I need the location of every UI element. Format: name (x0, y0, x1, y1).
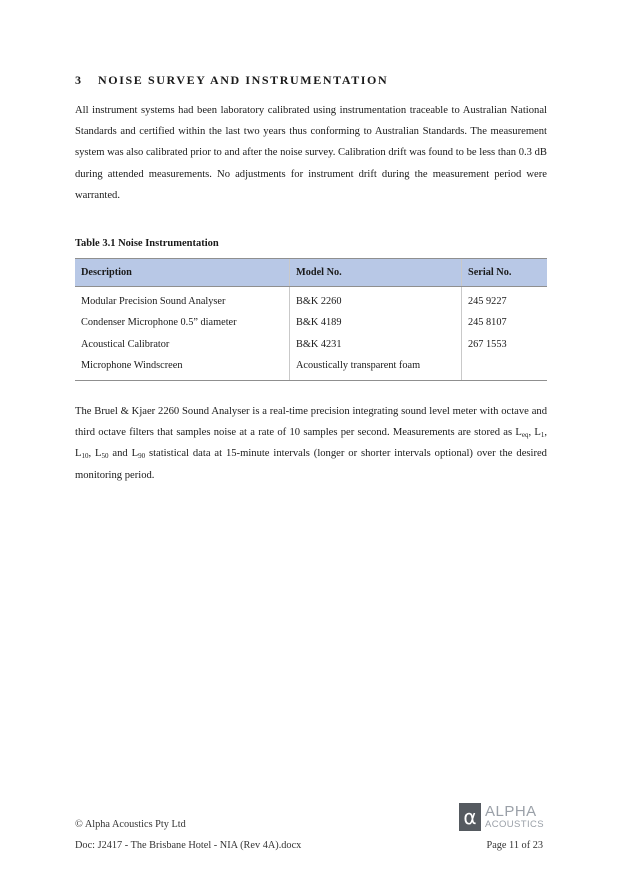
footer-page-number: Page 11 of 23 (486, 840, 543, 851)
subscript-50: 50 (101, 452, 109, 461)
subscript-1: 1 (540, 431, 545, 440)
separator: and L (108, 448, 139, 460)
cell-model: B&K 2260 (290, 287, 462, 313)
cell-serial: 245 9227 (462, 287, 548, 313)
table-caption: Table 3.1 Noise Instrumentation (75, 238, 219, 249)
table-row (75, 312, 547, 333)
subscript-eq: eq (521, 431, 529, 440)
cell-serial (462, 355, 548, 381)
table-row (75, 287, 547, 313)
table-header-row (75, 259, 547, 287)
subscript-10: 10 (81, 452, 89, 461)
cell-model: B&K 4189 (290, 312, 462, 333)
section-heading (75, 73, 388, 88)
logo-wordmark (485, 804, 544, 830)
logo-line-2: ACOUSTICS (485, 819, 545, 831)
cell-description: Acoustical Calibrator (81, 338, 170, 350)
analyser-text-intro: The Bruel & Kjaer 2260 Sound Analyser is a real-time precision integrating sound level meter with octave and third octave filters that samples noise at a rate of 10 samples per second. Measurements are stored as L (75, 406, 547, 439)
cell-description: Modular Precision Sound Analyser (81, 296, 226, 308)
company-logo (459, 803, 544, 831)
cell-description: Microphone Windscreen (75, 355, 290, 381)
analyser-text-outro: statistical data at 15-minute intervals (longer or shorter intervals optional) over the desired monitoring period. (75, 448, 547, 481)
instrumentation-table (75, 258, 547, 381)
cell-model: Acoustically transparent foam (290, 355, 462, 381)
logo-line-1: ALPHA (485, 803, 537, 821)
section-number: 3 (75, 73, 83, 87)
alpha-symbol-icon: α (459, 803, 481, 831)
separator: , L (528, 427, 541, 439)
header-model: Model No. (290, 259, 462, 287)
table-row (75, 334, 547, 355)
cell-serial: 245 8107 (462, 312, 548, 333)
analyser-paragraph (75, 401, 547, 486)
separator: , L (75, 427, 547, 460)
calibration-paragraph: All instrument systems had been laboratory calibrated using instrumentation traceable to Australian National Standards and certified within the last two years thus conforming to Australian Standards. The measurement system was also calibrated prior to and after the noise survey. Calibration drift was found to be less than 0.3 dB during attended measurements. No adjustments for instrument drift during the measurement period were warranted. (75, 105, 547, 201)
footer-document-name: Doc: J2417 - The Brisbane Hotel - NIA (Rev 4A).docx (75, 840, 302, 851)
cell-serial: 267 1553 (462, 334, 548, 355)
section-title: NOISE SURVEY AND INSTRUMENTATION (98, 73, 389, 87)
subscript-90: 90 (138, 452, 146, 461)
header-serial: Serial No. (462, 259, 548, 287)
separator: , L (88, 448, 102, 460)
table-row (75, 355, 547, 381)
footer-copyright: © Alpha Acoustics Pty Ltd (75, 819, 186, 830)
header-description: Description (75, 259, 290, 287)
cell-model: B&K 4231 (290, 334, 462, 355)
cell-description: Condenser Microphone 0.5” diameter (81, 317, 237, 329)
